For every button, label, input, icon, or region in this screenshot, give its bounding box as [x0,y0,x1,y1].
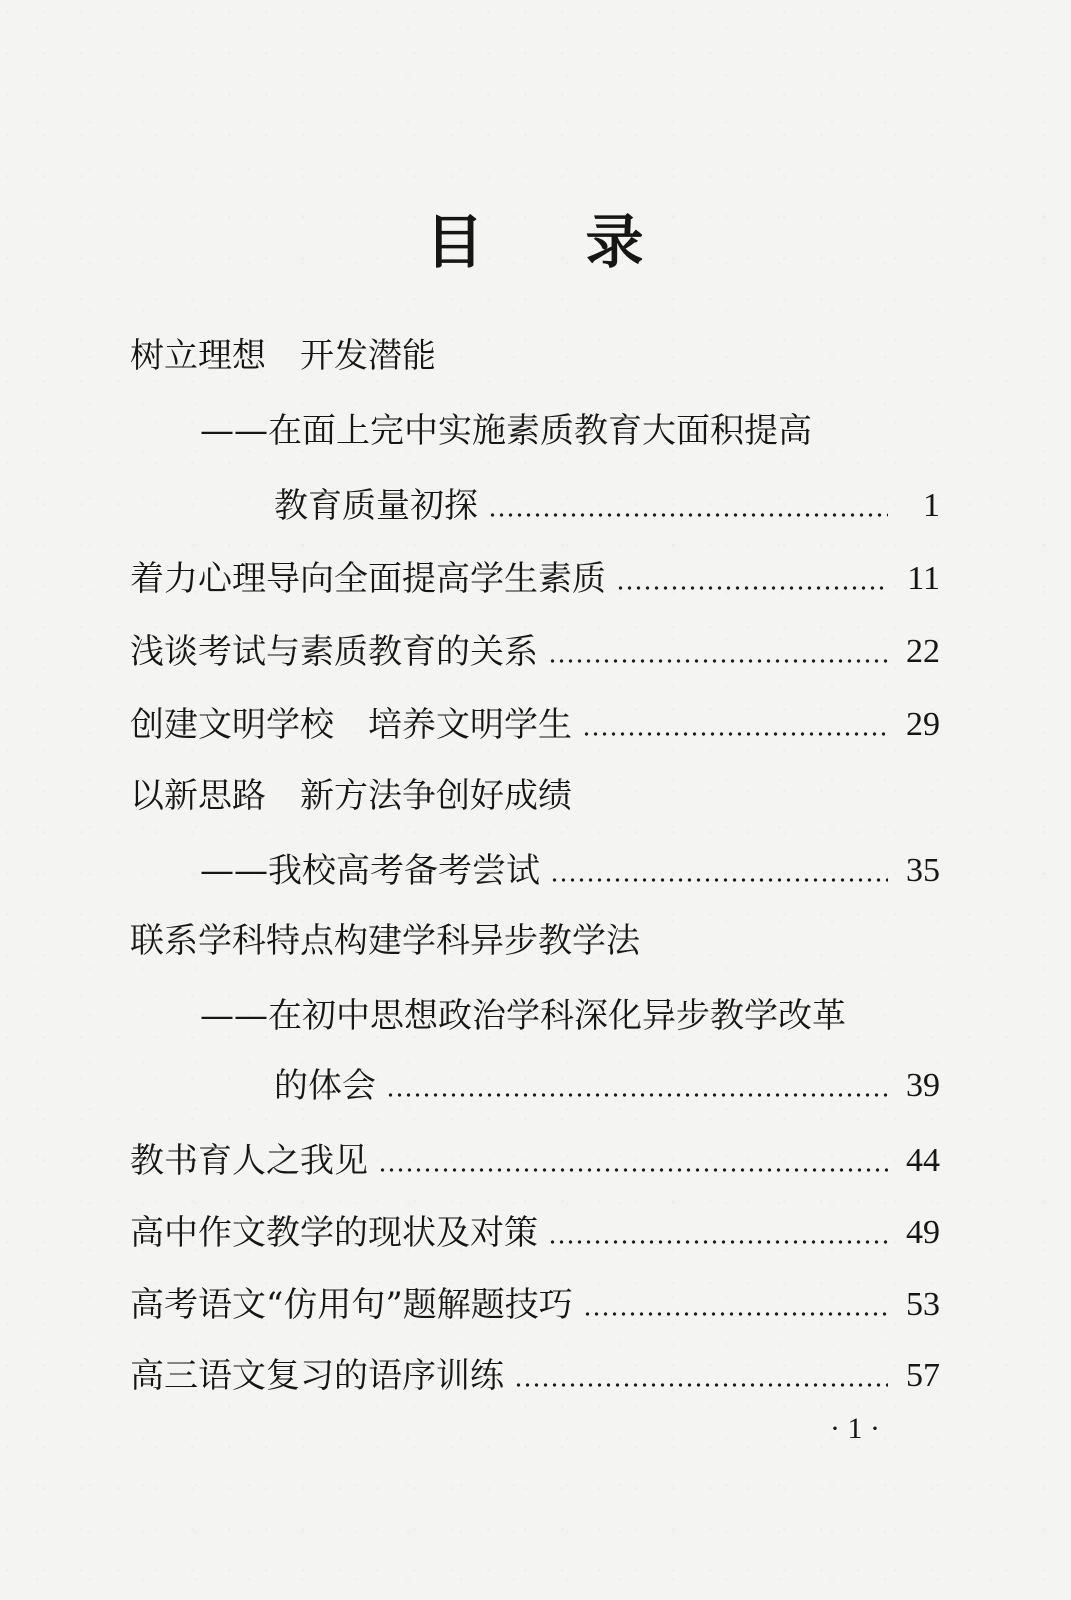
toc-entry-title: 的体会 [274,1066,376,1106]
toc-entry-title: ——在面上完中实施素质教育大面积提高 [200,411,812,451]
title-char-2: 录 [585,208,646,276]
dot-leader [514,1350,888,1402]
toc-entry-subtitle [200,405,940,457]
toc-entry [130,915,940,967]
dot-leader [378,1135,888,1187]
toc-entry [130,1350,940,1402]
toc-entry-title: 高三语文复习的语序训练 [130,1356,504,1396]
toc-entry [130,626,940,678]
dot-leader [386,1060,888,1112]
toc-page-number: 35 [906,852,940,889]
toc-entry [130,553,940,605]
toc-entry-subtitle [200,990,940,1042]
toc-entry-subtitle [200,845,940,897]
toc-page-number: 39 [906,1067,940,1104]
toc-entry [130,1135,940,1187]
toc-entry [274,1060,940,1112]
toc-entry-title: 树立理想 开发潜能 [130,336,436,376]
page-number-footer: · 1 · [830,1412,880,1445]
toc-entry [130,699,940,751]
toc-entry-title: 创建文明学校 培养文明学生 [130,705,572,745]
toc-entry-title: 以新思路 新方法争创好成绩 [130,776,572,816]
toc-page-number: 44 [906,1142,940,1179]
dot-leader [616,553,888,605]
toc-entry-title: 教书育人之我见 [130,1141,368,1181]
toc-entry [130,770,940,822]
toc-entry [130,1279,940,1331]
toc-entry-title: 着力心理导向全面提高学生素质 [130,559,606,599]
toc-entry-title: 联系学科特点构建学科异步教学法 [130,921,640,961]
dot-leader [583,1279,888,1331]
toc-page-number: 57 [906,1357,940,1394]
dot-leader [550,845,888,897]
dot-leader [582,699,888,751]
toc-entry [130,1207,940,1259]
dot-leader [548,1207,888,1259]
toc-entry-title: ——我校高考备考尝试 [200,851,540,891]
toc-entry-title: 教育质量初探 [274,486,478,526]
toc-page-number: 29 [906,706,940,743]
title-char-1: 目 [425,208,486,276]
toc-entry-title: 高中作文教学的现状及对策 [130,1213,538,1253]
dot-leader [488,480,888,532]
toc-page-number: 53 [906,1286,940,1323]
toc-page-number: 49 [906,1214,940,1251]
toc-page-number: 1 [923,487,940,524]
toc-entry [130,330,940,382]
dot-leader [548,626,888,678]
toc-entry-title: 高考语文“仿用句”题解题技巧 [130,1285,573,1325]
toc-page-number: 22 [906,633,940,670]
page-title [0,195,1071,279]
toc-entry-title: ——在初中思想政治学科深化异步教学改革 [200,996,846,1036]
toc-entry [274,480,940,532]
toc-entry-title: 浅谈考试与素质教育的关系 [130,632,538,672]
toc-page-number: 11 [907,560,940,597]
